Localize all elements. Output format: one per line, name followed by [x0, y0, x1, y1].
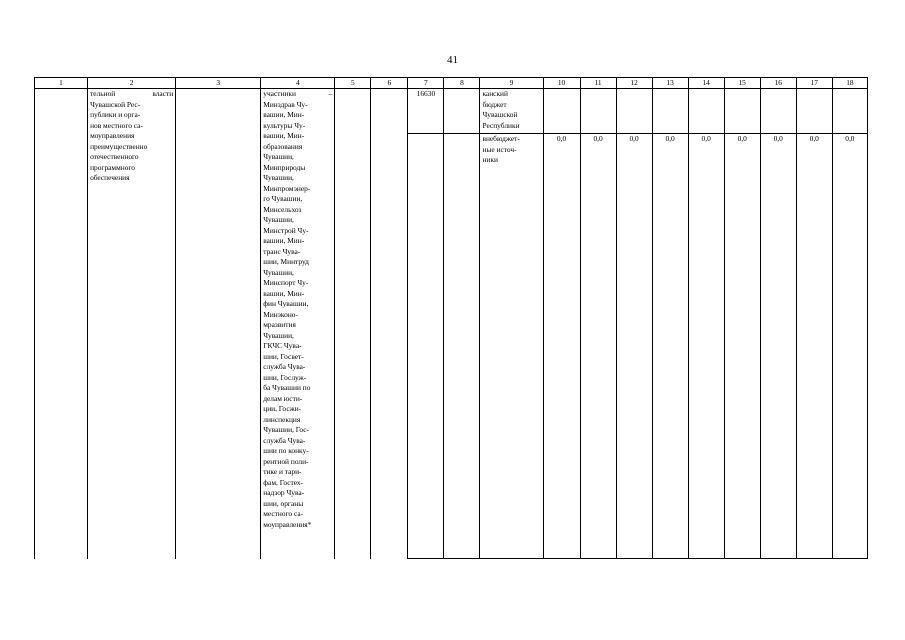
column-number: 8	[444, 78, 480, 89]
column-number: 7	[408, 78, 444, 89]
column-number: 17	[796, 78, 832, 89]
column-number: 5	[335, 78, 371, 89]
cell-value	[543, 89, 580, 134]
cell-col3	[176, 89, 261, 559]
cell-value: 0,0	[580, 134, 616, 559]
cell-value	[580, 89, 616, 134]
column-number-row	[35, 78, 868, 89]
cell-code: 16630	[408, 89, 444, 134]
column-number: 1	[35, 78, 88, 89]
cell-value	[832, 89, 867, 134]
cell-col6	[371, 89, 408, 559]
column-number: 9	[480, 78, 543, 89]
cell-value	[724, 89, 760, 134]
column-number: 4	[261, 78, 335, 89]
column-number: 2	[88, 78, 176, 89]
column-number: 6	[371, 78, 408, 89]
cell-value: 0,0	[652, 134, 688, 559]
cell-value: 0,0	[760, 134, 796, 559]
column-number: 10	[543, 78, 580, 89]
cell-value	[796, 89, 832, 134]
column-number: 15	[724, 78, 760, 89]
column-number: 13	[652, 78, 688, 89]
cell-value	[760, 89, 796, 134]
cell-col5	[335, 89, 371, 559]
cell-value: 0,0	[724, 134, 760, 559]
cell-value	[688, 89, 724, 134]
cell-value: 0,0	[543, 134, 580, 559]
cell-funding-source: канский бюджет Чувашской Республики	[480, 89, 543, 134]
column-number: 18	[832, 78, 867, 89]
cell-value: 0,0	[796, 134, 832, 559]
cell-col1	[35, 89, 88, 559]
cell-value: 0,0	[616, 134, 652, 559]
cell-col8	[444, 89, 480, 134]
cell-col8	[444, 134, 480, 559]
column-number: 14	[688, 78, 724, 89]
cell-value: 0,0	[688, 134, 724, 559]
cell-code	[408, 134, 444, 559]
column-number: 3	[176, 78, 261, 89]
column-number: 16	[760, 78, 796, 89]
cell-value	[652, 89, 688, 134]
table-row	[35, 89, 868, 134]
budget-table	[34, 77, 868, 559]
cell-event-description: тельной власти Чувашской Рес- публики и орга- нов местного са- моуправления преимущественно отечественного программного обеспечения	[88, 89, 176, 559]
cell-funding-source: внебюджет- ные источ- ники	[480, 134, 543, 559]
column-number: 12	[616, 78, 652, 89]
page-number: 41	[447, 54, 458, 66]
cell-value	[616, 89, 652, 134]
cell-value: 0,0	[832, 134, 867, 559]
column-number: 11	[580, 78, 616, 89]
cell-participants: участники – Минздрав Чу- вашии, Мин- культуры Чу- вашии, Мин- образования Чувашии, Минприроды Чувашии, Минпромэнер- го Чувашии, Минсельхоз Чувашии, Минстрой Чу- вашии, Мин- транс Чува- шии, Минтруд Чувашии, Минспорт Чу- вашии, Мин- фин Чувашии, Минэконо- мразвития Чувашии, ГКЧС Чува- шии, Госвет- служба Чува- шии, Гослуж- ба Чувашии по делам юсти- ции, Госжи- линспекция Чувашии, Гос- служба Чува- шии по конку- рентной поли- тике и тари- фам, Гостех- надзор Чува- шии, органы местного са- моуправления*	[261, 89, 335, 559]
